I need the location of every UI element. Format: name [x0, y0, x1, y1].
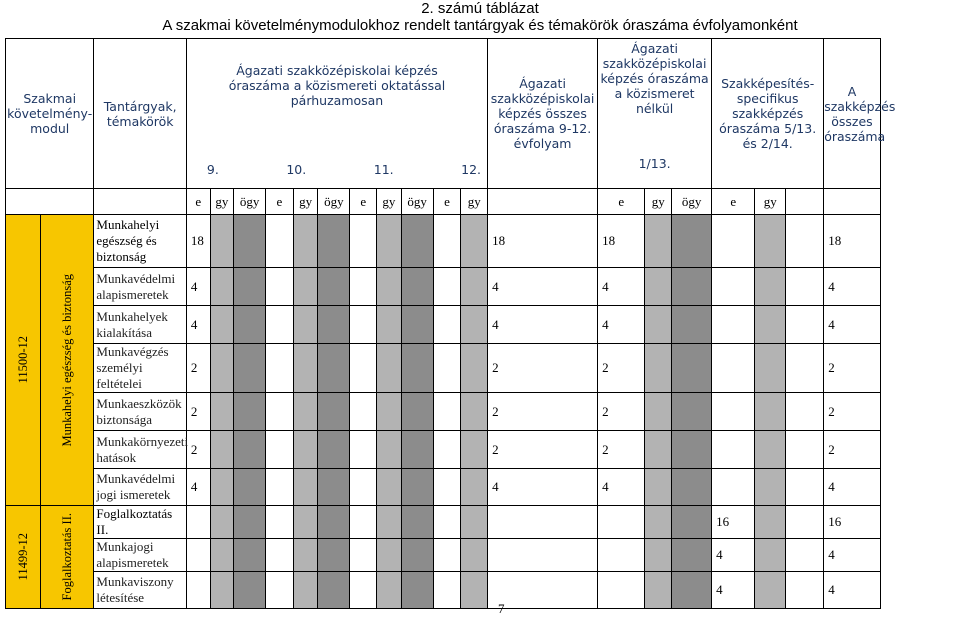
subject-name: Foglalkoztatás II. — [94, 506, 187, 539]
hours-9-e: 4 — [186, 268, 210, 306]
sub-e: e — [186, 189, 210, 215]
hours-total: 4 — [824, 306, 881, 344]
hours-9-e: 18 — [186, 215, 210, 268]
header-total-9-12: Ágazati szakközépiskolai képzés összes óraszáma 9-12. évfolyam — [488, 39, 598, 189]
hours-total-9-12: 2 — [488, 393, 598, 431]
sub-ogy: ögy — [672, 189, 712, 215]
table-row — [6, 268, 958, 306]
hours-9-e: 2 — [186, 344, 210, 393]
hours-9-e: 4 — [186, 306, 210, 344]
table-row — [6, 431, 958, 469]
table-number: 2. számú táblázat — [421, 0, 539, 17]
hours-13-e: 4 — [598, 268, 645, 306]
sub-gy: gy — [293, 189, 318, 215]
module-name-cell — [40, 215, 93, 506]
subheader-row — [6, 189, 958, 215]
header-module: Szakmai követelmény-modul — [6, 39, 94, 189]
table-row — [6, 469, 958, 506]
topic-name: Munkavédelmi alapismeretek — [94, 268, 187, 306]
sub-e: e — [350, 189, 377, 215]
hours-total: 18 — [824, 215, 881, 268]
sub-gy: gy — [377, 189, 402, 215]
header-subjects: Tantárgyak, témakörök — [94, 39, 187, 189]
hours-13-e: 4 — [598, 469, 645, 506]
hours-spec-e: 16 — [712, 506, 755, 539]
sub-e: e — [266, 189, 294, 215]
sub-e: e — [433, 189, 461, 215]
module-code-cell — [6, 215, 41, 506]
sub-e: e — [598, 189, 645, 215]
header-without-general: Ágazati szakközépiskolai képzés óraszáma a közismeret nélkül 1/13. — [598, 39, 712, 189]
hours-total: 2 — [824, 344, 881, 393]
hours-total: 4 — [824, 268, 881, 306]
table-row — [6, 539, 958, 572]
table-row — [6, 306, 958, 344]
header-years — [187, 162, 487, 177]
hours-total: 4 — [824, 572, 881, 609]
module-name-cell — [40, 506, 93, 609]
header-total: A szakképzés összes óraszáma — [824, 39, 881, 189]
hours-9-e: 2 — [186, 431, 210, 469]
sub-gy: gy — [645, 189, 672, 215]
hours-13-e: 2 — [598, 431, 645, 469]
subject-name: Munkahelyi egészség és biztonság — [94, 215, 187, 268]
sub-ogy: ögy — [401, 189, 433, 215]
hours-13-e: 2 — [598, 393, 645, 431]
topic-name: Munkahelyek kialakítása — [94, 306, 187, 344]
hours-spec-e: 4 — [712, 572, 755, 609]
hours-total-9-12: 2 — [488, 344, 598, 393]
page-number: 7 — [498, 601, 505, 616]
topic-name: Munkaviszony létesítése — [94, 572, 187, 609]
topic-name: Munkavégzés személyi feltételei — [94, 344, 187, 393]
header-year-13: 1/13. — [638, 156, 671, 171]
hours-13-e: 18 — [598, 215, 645, 268]
sub-gy: gy — [755, 189, 786, 215]
table-row — [6, 215, 958, 268]
header-specific: Szakképesítés-specifikus szakképzés óraszáma 5/13. és 2/14. — [712, 39, 824, 189]
sub-e: e — [712, 189, 755, 215]
year-12: 12. — [461, 162, 482, 177]
hours-total: 16 — [824, 506, 881, 539]
hours-total-9-12: 4 — [488, 306, 598, 344]
table-row — [6, 572, 958, 609]
topic-name: Munkaeszközök biztonsága — [94, 393, 187, 431]
topic-name: Munkajogi alapismeretek — [94, 539, 187, 572]
hours-table — [5, 38, 958, 609]
hours-total: 2 — [824, 393, 881, 431]
hours-total-9-12: 4 — [488, 469, 598, 506]
topic-name: Munkakörnyezeti hatások — [94, 431, 187, 469]
module-code-cell — [6, 506, 41, 609]
topic-name: Munkavédelmi jogi ismeretek — [94, 469, 187, 506]
sub-gy: gy — [461, 189, 488, 215]
sub-ogy: ögy — [234, 189, 266, 215]
table-title: A szakmai követelménymodulokhoz rendelt tantárgyak és témakörök óraszáma évfolyamonként — [162, 17, 798, 34]
hours-13-e: 4 — [598, 306, 645, 344]
table-row — [6, 506, 958, 539]
hours-9-e: 4 — [186, 469, 210, 506]
hours-spec-e: 4 — [712, 539, 755, 572]
hours-13-e: 2 — [598, 344, 645, 393]
hours-total: 4 — [824, 469, 881, 506]
hours-total-9-12: 18 — [488, 215, 598, 268]
hours-total: 2 — [824, 431, 881, 469]
year-9: 9. — [206, 162, 219, 177]
sub-gy: gy — [210, 189, 234, 215]
year-10: 10. — [286, 162, 307, 177]
module-name: Foglalkoztatás II. — [60, 513, 75, 601]
table-row — [6, 393, 958, 431]
hours-total-9-12: 4 — [488, 268, 598, 306]
sub-ogy: ögy — [318, 189, 350, 215]
table-row — [6, 344, 958, 393]
module-code: 11499-12 — [15, 533, 30, 581]
module-name: Munkahelyi egészség és biztonság — [60, 273, 75, 447]
module-code: 11500-12 — [15, 336, 30, 384]
hours-total: 4 — [824, 539, 881, 572]
header-parallel: Ágazati szakközépiskolai képzés óraszáma a közismereti oktatással párhuzamosan 9. 10. 11. 12. — [186, 39, 487, 189]
hours-9-e: 2 — [186, 393, 210, 431]
hours-total-9-12: 2 — [488, 431, 598, 469]
year-11: 11. — [373, 162, 394, 177]
